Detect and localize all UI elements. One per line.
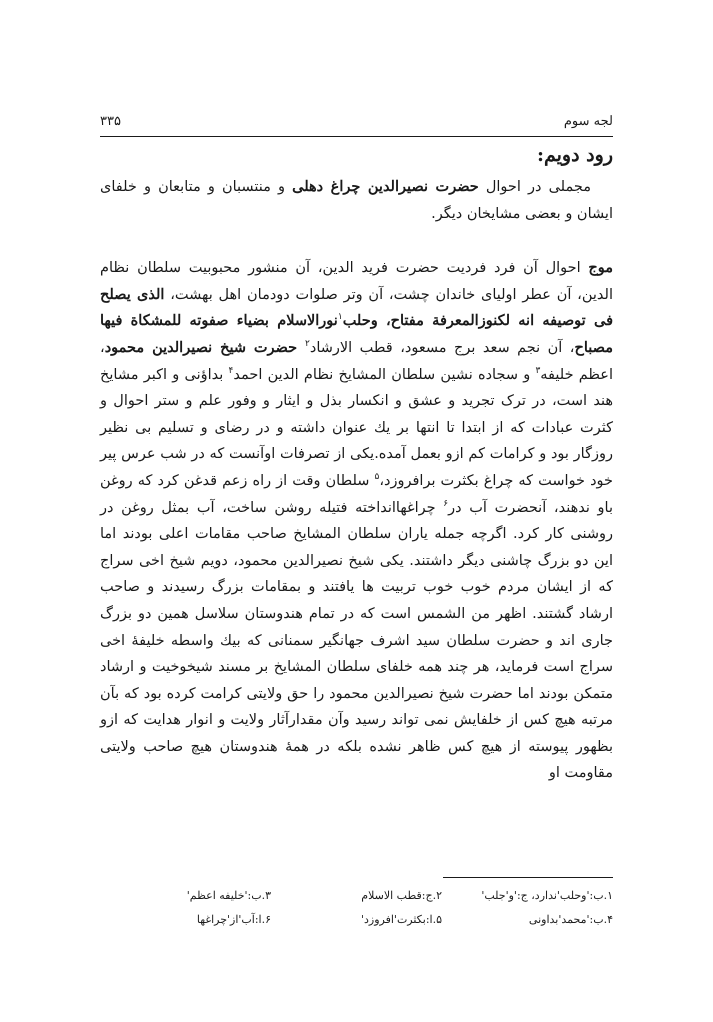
header-rule (100, 136, 613, 137)
footnote-6: ۶.ا:آب'از'چراغها (196, 913, 271, 926)
footnote-5: ۵.ا:بکثرت'افروزد' (360, 913, 442, 926)
footnote-row (100, 908, 613, 932)
lead-word: موج (588, 259, 613, 277)
bold2: نورالاسلام بضیاء صفوته للمشکاة فیها مصباح (100, 312, 613, 356)
intro-name: حضرت نصیرالدین چراغ دهلی (292, 178, 479, 195)
bold1: الذی یصلح فی توصیفه انه لکنوزالمعرفة مفتاح، وحلب (100, 285, 613, 330)
intro-before: مجملی در احوال (478, 179, 591, 195)
seg5: بداؤنی و اکبر مشایخ هند است، در ترک تجرید و عشق و انکسار بذل و ایثار و وفور علم و ستر احوال و کثرت عبادات که از ابتدا تا انتها بر یك عنوان داشته و در رضای و تسلیم بی نظیر روزگار بود و کرامات کم ازو بعمل آمده.یکی از تصرفات اوآنست که در شب عرس پیر خود خواست که چراغ بکثرت برافروزد، (100, 366, 613, 489)
seg6: سلطان وقت از راه زعم قدغن کرد که روغن باو ندهند، آنحضرت آب در (100, 472, 613, 516)
footnote-marker-5: ۵ (374, 472, 380, 483)
intro-after: و منتسبان و متابعان و خلفای ایشان و بعضی مشایخان دیگر. (100, 179, 613, 222)
footnote-4: ۴.ب:'محمد'بداونی (528, 913, 613, 926)
footnote-rule (443, 877, 613, 878)
seg7: چراغهاانداخته فتیله روشن ساخت، آب بمثل روغن در روشنی کار کرد. اگرچه جمله یاران سلطان المشایخ صاحب مقامات اعلی بودند اما این دو بزرگ چاشنی دیگر داشتند. یکی شیخ نصیرالدین محمود، دویم شیخ اخی سراج که از ایشان مردم خوب خوب تربیت ها یافتند و بمقامات بزرگ رسیدند و صاحب ارشاد گشتند. اظهر من الشمس است که در تمام هندوستان سلاسل همین دو بزرگ جاری اند و حضرت سلطان سید اشرف جهانگیر سمنانی که بیك واسطه خلیفهٔ اخی سراج است فرماید، هر چند همه خلفای سلطان المشایخ بر مسند شیخوخیت و ارشاد متمکن بودند اما حضرت شیخ نصیرالدین محمود را حق ولایتی کرامت کرده بود که بآن مرتبه هیچ کس از خلفایش نمی تواند رسید وآن مقدارآثار ولایت و انوار هدایت که ازو بظهور پیوسته از هیچ کس ظاهر نشده بلکه در همهٔ هندوستان هیچ صاحب ولایتی مقاومت او (100, 499, 613, 782)
seg1: احوال آن فرد فردیت حضرت فرید الدین، آن منشور محبوبیت سلطان نظام الدین، آن عطر اولیای خاندان چشت، آن وتر صلوات دودمان اهل بهشت، (100, 260, 613, 303)
footnote-marker-4: ۴ (228, 365, 234, 376)
section-heading: رود دویم: (536, 144, 613, 166)
footnote-marker-3: ۳ (535, 365, 541, 376)
footnote-1: ۱.ب:'وحلب'ندارد، ج:'و'جلب' (481, 889, 613, 902)
running-title: لجه سوم (563, 114, 613, 129)
footnote-row (100, 884, 613, 908)
intro-paragraph (100, 174, 613, 227)
body-text (100, 174, 613, 787)
footnote-marker-1: ۱ (337, 312, 343, 323)
page-number: ۳۳۵ (100, 114, 121, 129)
seg4: و سجاده نشین سلطان المشایخ نظام الدین احمد (233, 366, 536, 383)
seg2: ، آن نجم سعد برج مسعود، قطب الارشاد (309, 339, 575, 356)
bold3: حضرت شیخ نصیرالدین محمود (104, 338, 306, 356)
main-paragraph (100, 255, 613, 787)
footnote-2: ۲.ج:قطب الاسلام (361, 889, 442, 902)
seg3: ، اعظم خلیفه (100, 339, 613, 383)
footnotes (100, 884, 613, 932)
footnote-3: ۳.ب:'خلیفه اعظم' (186, 889, 271, 902)
footnote-marker-6: ۶ (443, 498, 449, 509)
footnote-marker-2: ۲ (305, 339, 310, 350)
paragraph-gap (100, 227, 613, 255)
